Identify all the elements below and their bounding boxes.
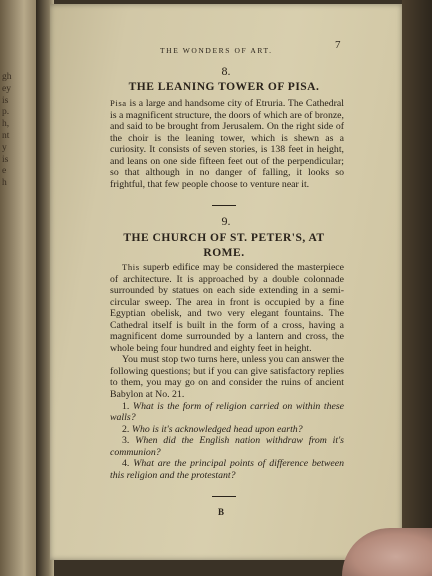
- running-head: THE WONDERS OF ART.: [160, 46, 273, 55]
- instruction-paragraph: You must stop two turns here, unless you can answer the following questions; but if you can give satisfactory replies to them, you may go on and consider the ruins of ancient Babylon at No. 21.: [110, 354, 344, 401]
- book-page: [50, 4, 402, 560]
- previous-page-edge: [0, 0, 40, 576]
- section-title: THE CHURCH OF ST. PETER'S, AT ROME.: [123, 232, 325, 259]
- question-item: [110, 401, 344, 424]
- fragment-line: h: [2, 178, 7, 189]
- fragment-line: h,: [2, 119, 10, 130]
- question-text: What is the form of religion carried on within these walls?: [110, 400, 344, 424]
- signature-mark: B: [218, 507, 225, 517]
- question-number: 2.: [122, 423, 130, 435]
- fragment-line: p.: [2, 107, 10, 118]
- question-text: Who is it's acknowledged head upon earth?: [131, 423, 303, 435]
- paragraph: [110, 262, 344, 354]
- question-item: [110, 435, 344, 458]
- fragment-line: y: [2, 142, 7, 153]
- section-number: 8.: [221, 64, 231, 78]
- previous-page-text-fragments: [2, 72, 38, 190]
- section-divider: [212, 205, 236, 206]
- paragraph-text: superb edifice may be considered the masterpiece of architecture. It is approached by a double colonnade surrounded by statues on each side extending in a semi-circular sweep. The area in front is occupied by a fine Egyptian obelisk, and two very elegant fountains. The Cathedral itself is built in the form of a cross, having a magnificent dome surrounded by a lantern and cross, the whole being four hundred and eighty feet in height.: [110, 262, 344, 354]
- fragment-line: is: [2, 95, 9, 106]
- fragment-line: gh: [2, 72, 12, 82]
- lead-word: This: [122, 262, 140, 272]
- fragment-line: e: [2, 166, 7, 177]
- section-body: [110, 98, 344, 190]
- section-title: THE LEANING TOWER OF PISA.: [128, 81, 320, 93]
- question-item: [110, 458, 344, 481]
- page-number: 7: [335, 39, 341, 51]
- fragment-line: nt: [2, 130, 10, 141]
- paragraph-text: is a large and handsome city of Etruria. The Cathedral is a magnificent structure, the doors of which are of bronze, and said to be brought from Jerusalem. On the right side of the choir is the leaning tower, which is shewn as a curiosity. It consists of seven stories, is 138 feet in height, and leans on one side fifteen feet out of the perpendicular; so that although in no danger of falling, it looks so frightful, that few people choose to venture near it.: [110, 98, 344, 190]
- end-divider: [212, 496, 236, 497]
- question-text: When did the English nation withdraw from it's communion?: [110, 435, 344, 458]
- fragment-line: ey: [2, 83, 11, 94]
- paragraph: [110, 98, 344, 190]
- question-list: [110, 401, 344, 482]
- question-item: [110, 424, 344, 436]
- lead-word: Pisa: [110, 98, 127, 108]
- question-text: What are the principal points of difference between this religion and the protestant?: [110, 458, 345, 481]
- book-cover-edge: [402, 0, 432, 576]
- question-number: 4.: [122, 458, 130, 470]
- question-number: 3.: [122, 435, 130, 447]
- section-number: 9.: [221, 214, 231, 228]
- fragment-line: is: [2, 154, 9, 165]
- section-body: [110, 262, 344, 481]
- question-number: 1.: [122, 400, 130, 412]
